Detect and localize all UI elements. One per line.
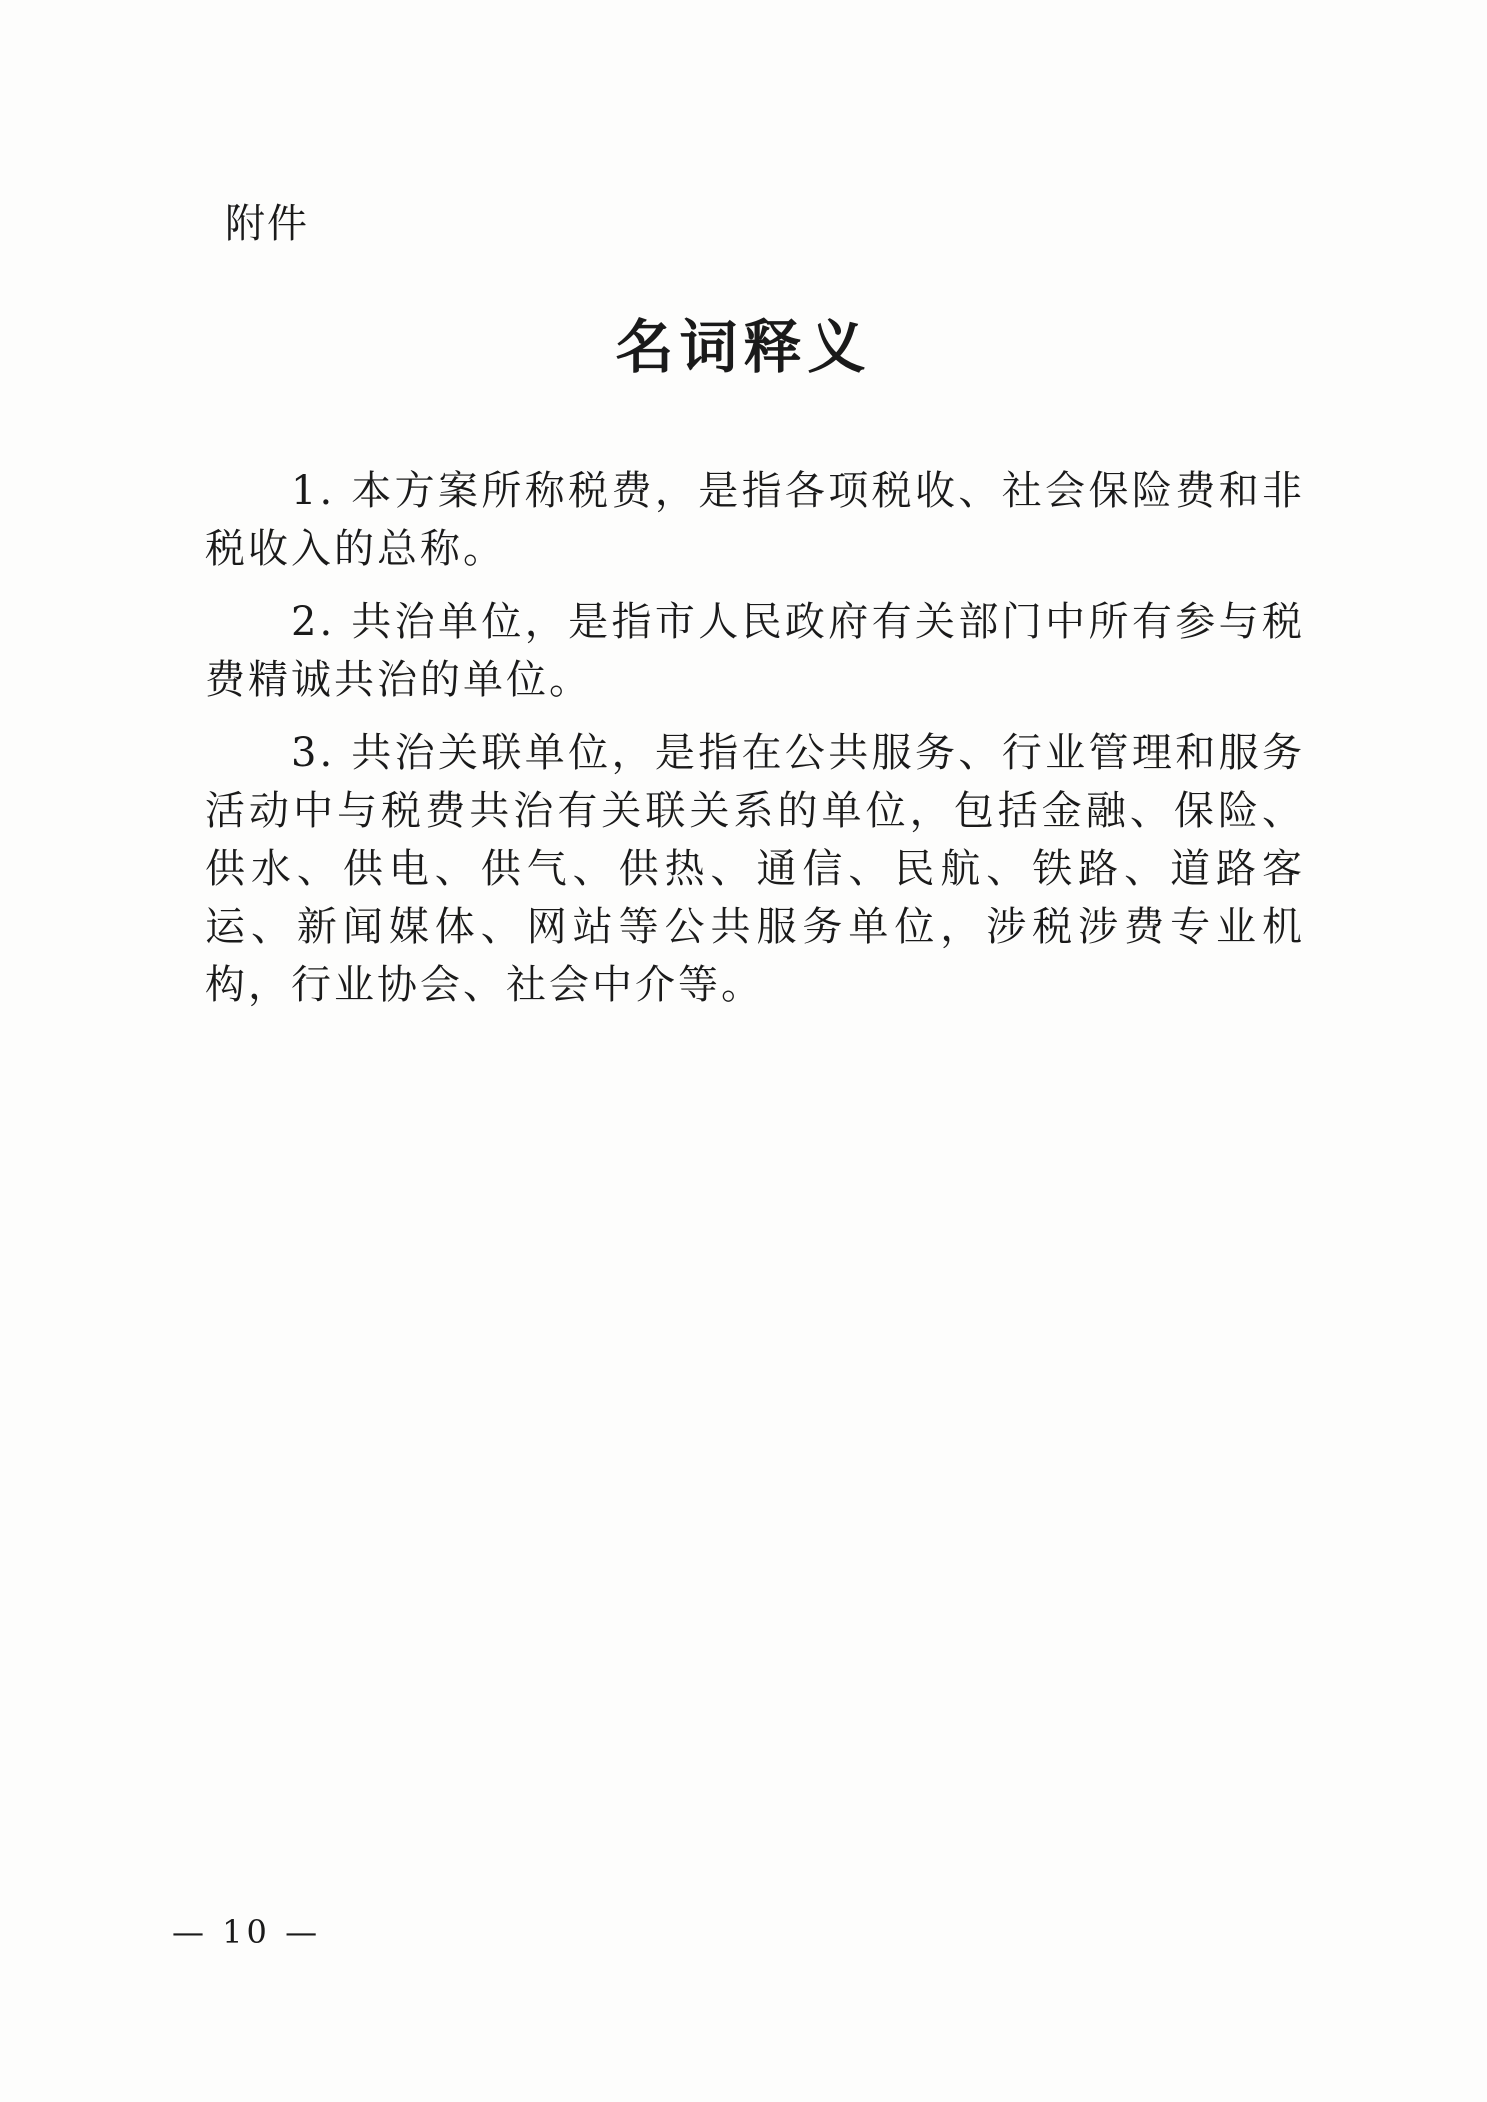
document-body <box>205 462 1305 1029</box>
definition-paragraph-3: 3. 共治关联单位，是指在公共服务、行业管理和服务活动中与税费共治有关联关系的单位，包括金融、保险、供水、供电、供气、供热、通信、民航、铁路、道路客运、新闻媒体、网站等公共服务单位，涉税涉费专业机构，行业协会、社会中介等。 <box>205 730 1305 1008</box>
definition-paragraph-2: 2. 共治单位，是指市人民政府有关部门中所有参与税费精诚共治的单位。 <box>205 599 1305 703</box>
attachment-label: 附件 <box>225 201 309 247</box>
definition-paragraph-1: 1. 本方案所称税费，是指各项税收、社会保险费和非税收入的总称。 <box>205 468 1305 572</box>
document-title: 名词释义 <box>615 313 872 381</box>
page-number: — 10 — <box>172 1913 322 1951</box>
